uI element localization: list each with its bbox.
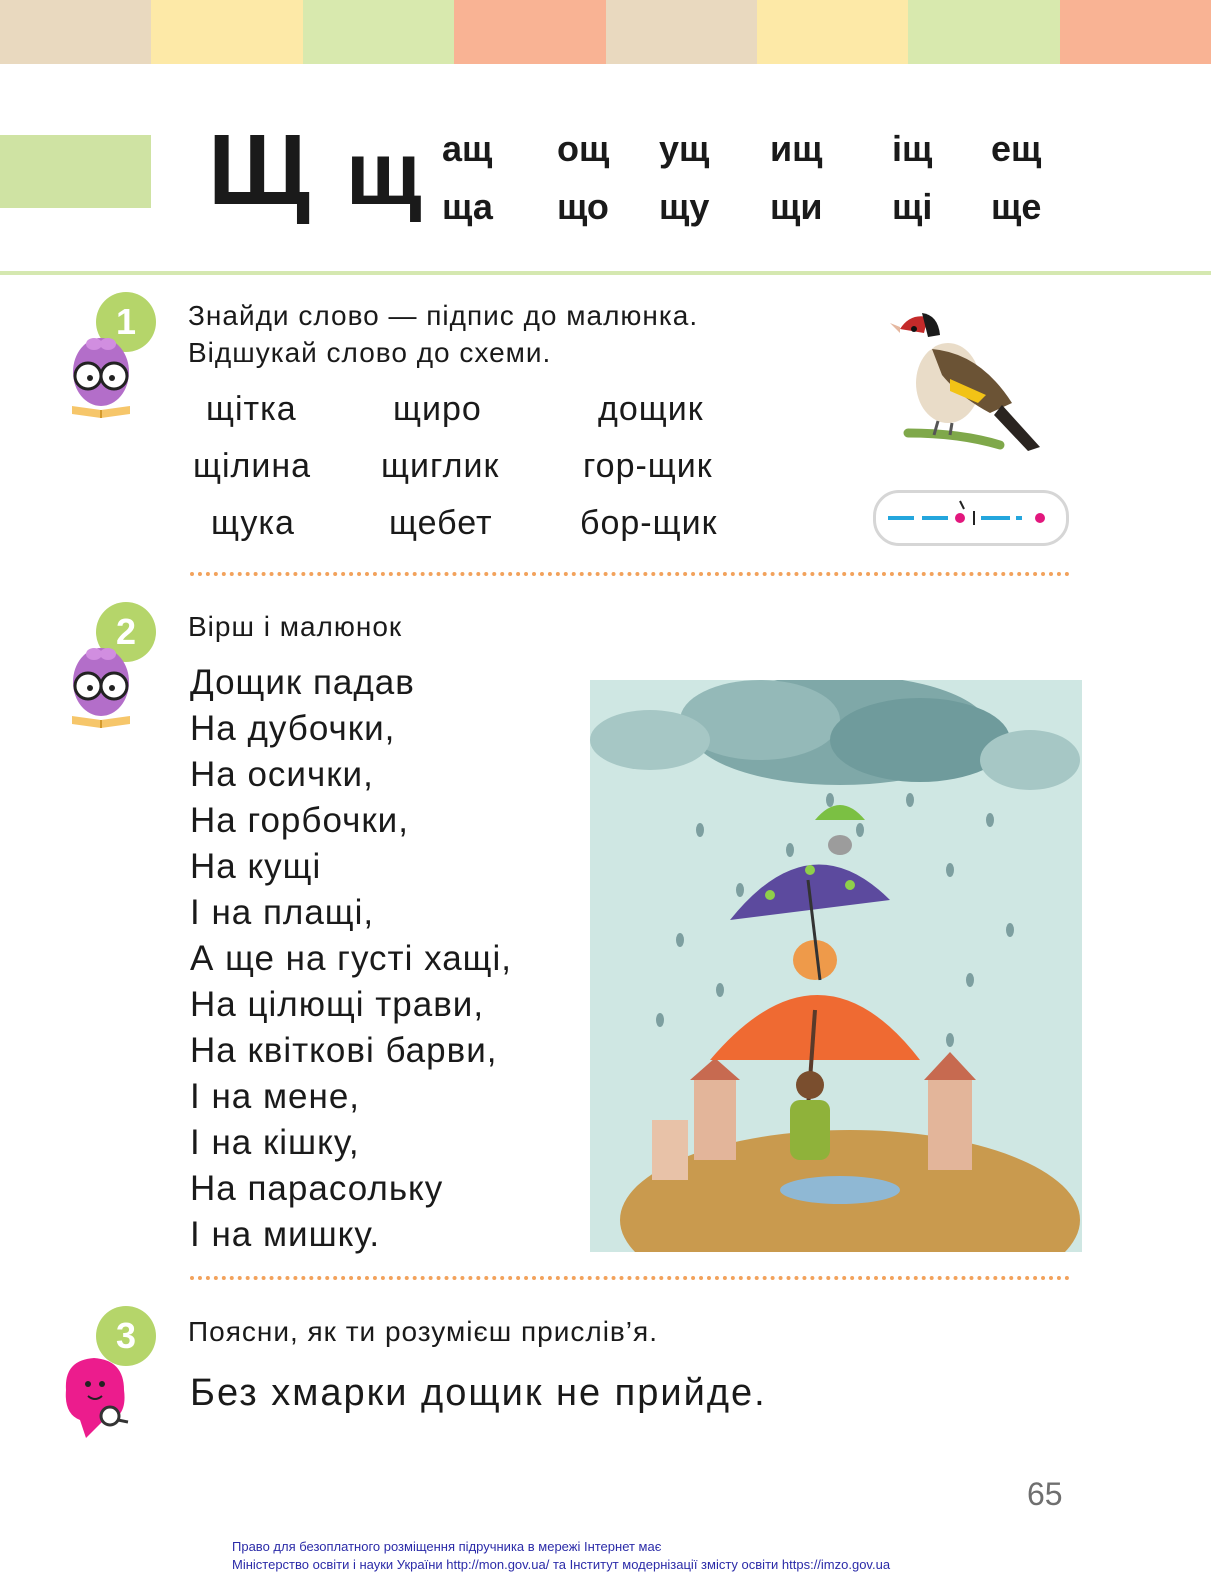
footer-line: Міністерство освіти і науки України http://mon.gov.ua/ та Інститут модернізації змісту освіти https://imzo.gov.ua (232, 1557, 891, 1572)
pink-creature-magnifier-icon (58, 1350, 138, 1442)
footer-line: Право для безоплатного розміщення підручника в мережі Інтернет має (232, 1539, 662, 1554)
dotted-divider (190, 572, 1070, 576)
syllable: ущ (659, 128, 710, 169)
page-number: 65 (1027, 1476, 1063, 1512)
syllable-row-top (430, 128, 1070, 186)
word: щілина (193, 447, 312, 485)
footer-copyright (232, 1538, 890, 1574)
word: щітка (206, 390, 297, 428)
task-number-badge: 1 (96, 292, 156, 352)
color-stripe (1060, 0, 1211, 64)
syllable: щі (892, 186, 933, 227)
syllable-row-bottom (430, 186, 1070, 244)
big-letter-lower: щ (345, 124, 420, 224)
poem-line: На осички, (190, 755, 374, 794)
syllable: іщ (892, 128, 933, 169)
reading-owl-icon (66, 640, 136, 732)
color-stripe (303, 0, 454, 64)
word: гор-щик (583, 447, 713, 485)
rain-umbrellas-illustration (590, 680, 1082, 1252)
poem-line: На цілющі трави, (190, 985, 485, 1024)
word: щука (211, 504, 295, 542)
task1-instruction-line2: Відшукай слово до схеми. (188, 337, 552, 368)
task3-instruction: Поясни, як ти розумієш прислів’я. (188, 1316, 658, 1347)
word: бор-щик (580, 504, 718, 542)
syllable: ща (442, 186, 493, 227)
poem-line: А ще на густі хащі, (190, 939, 512, 978)
word-scheme-icon (876, 493, 1066, 543)
word: дощик (598, 390, 704, 428)
task-number-badge: 2 (96, 602, 156, 662)
color-stripe (757, 0, 908, 64)
poem-line: На парасольку (190, 1169, 444, 1208)
proverb: Без хмарки дощик не прийде. (190, 1372, 767, 1414)
goldfinch-bird-icon (890, 305, 1050, 460)
syllable: ищ (770, 128, 823, 169)
word: щебет (389, 504, 493, 542)
color-stripe (0, 0, 151, 64)
header-divider (0, 271, 1211, 275)
big-letter-upper: Щ (208, 114, 308, 226)
task1-instruction-line1: Знайди слово — підпис до малюнка. (188, 300, 699, 331)
syllable: щи (770, 186, 823, 227)
poem-line: На дубочки, (190, 709, 396, 748)
syllable: що (557, 186, 609, 227)
poem (190, 660, 512, 1258)
color-stripe (606, 0, 757, 64)
top-color-stripes (0, 0, 1211, 64)
word: щиро (393, 390, 482, 428)
poem-line: На квіткові барви, (190, 1031, 498, 1070)
color-stripe (908, 0, 1059, 64)
word-scheme-box (873, 490, 1069, 546)
color-stripe (151, 0, 302, 64)
reading-owl-icon (66, 330, 136, 422)
word: щиглик (381, 447, 500, 485)
poem-line: Дощик падав (190, 663, 415, 702)
color-stripe (454, 0, 605, 64)
letter-title (208, 114, 420, 226)
syllable: ще (991, 186, 1042, 227)
syllable: ащ (442, 128, 493, 169)
syllable: ещ (991, 128, 1042, 169)
poem-line: На горбочки, (190, 801, 409, 840)
poem-line: І на мене, (190, 1077, 361, 1116)
poem-line: І на плащі, (190, 893, 375, 932)
dotted-divider (190, 1276, 1070, 1280)
task2-instruction: Вірш і малюнок (188, 611, 403, 642)
task-number-badge: 3 (96, 1306, 156, 1366)
poem-line: І на кішку, (190, 1123, 360, 1162)
syllable-grid (430, 128, 1070, 244)
header-color-block (0, 135, 151, 208)
syllable: ощ (557, 128, 610, 169)
syllable: щу (659, 186, 710, 227)
poem-line: І на мишку. (190, 1215, 381, 1254)
poem-line: На кущі (190, 847, 322, 886)
